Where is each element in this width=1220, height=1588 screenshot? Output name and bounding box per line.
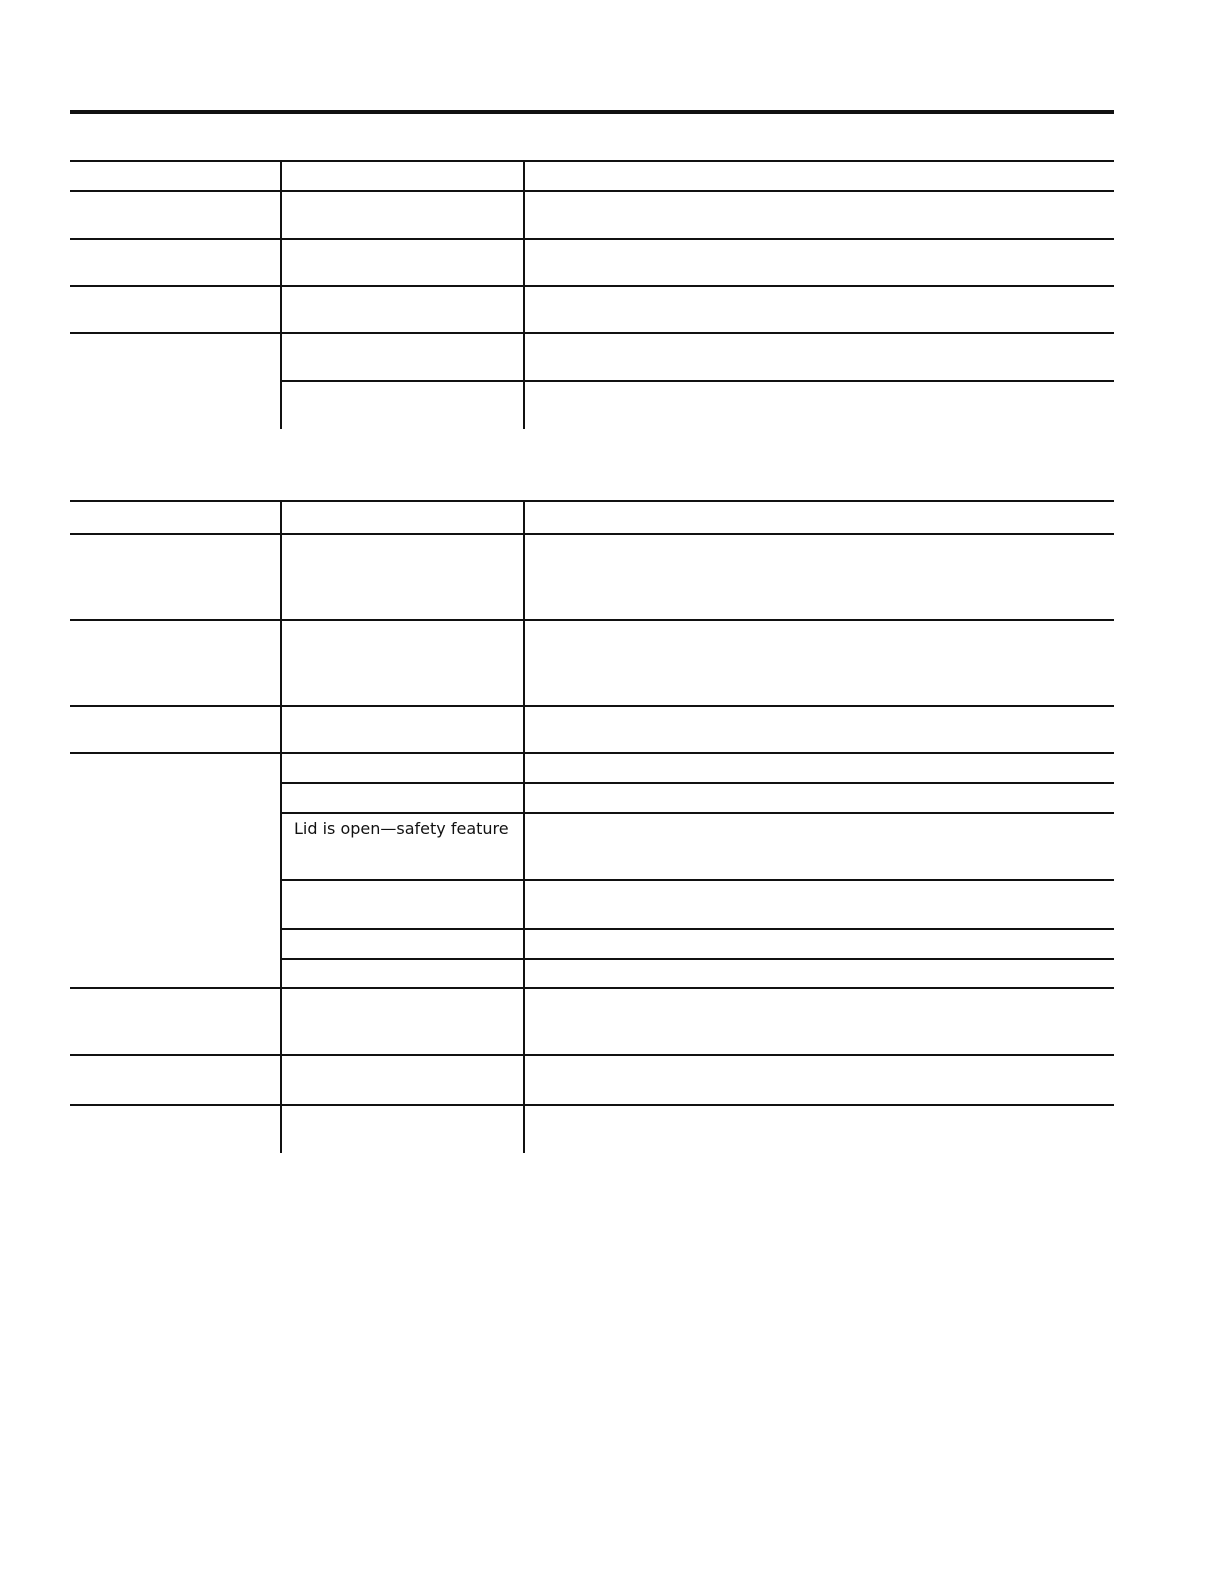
table-2-row-border xyxy=(281,782,1114,784)
table-1-row-border xyxy=(70,332,1114,334)
table-2-row-border xyxy=(70,705,1114,707)
table-1-column-divider xyxy=(523,160,525,429)
table-2-column-divider xyxy=(523,500,525,1153)
table-2-header-border xyxy=(70,533,1114,535)
table-2-row-border xyxy=(281,812,1114,814)
table-1-top-border xyxy=(70,160,1114,162)
table-1-row-border xyxy=(70,238,1114,240)
table-2-row-border xyxy=(281,879,1114,881)
table-2-row-border xyxy=(281,958,1114,960)
table-2-row-border xyxy=(70,619,1114,621)
table-2-row-border xyxy=(70,752,1114,754)
table-1-row-border xyxy=(281,380,1114,382)
table-2-row-border xyxy=(70,1054,1114,1056)
table-2-top-border xyxy=(70,500,1114,502)
table-1-row-border xyxy=(70,285,1114,287)
table-2-cause-cell: Lid is open—safety feature xyxy=(294,819,509,838)
table-1-header-border xyxy=(70,190,1114,192)
table-2-row-border xyxy=(70,1104,1114,1106)
table-1-column-divider xyxy=(280,160,282,429)
header-rule xyxy=(70,110,1114,114)
table-2-row-border xyxy=(70,987,1114,989)
table-2-column-divider xyxy=(280,500,282,1153)
table-2-row-border xyxy=(281,928,1114,930)
